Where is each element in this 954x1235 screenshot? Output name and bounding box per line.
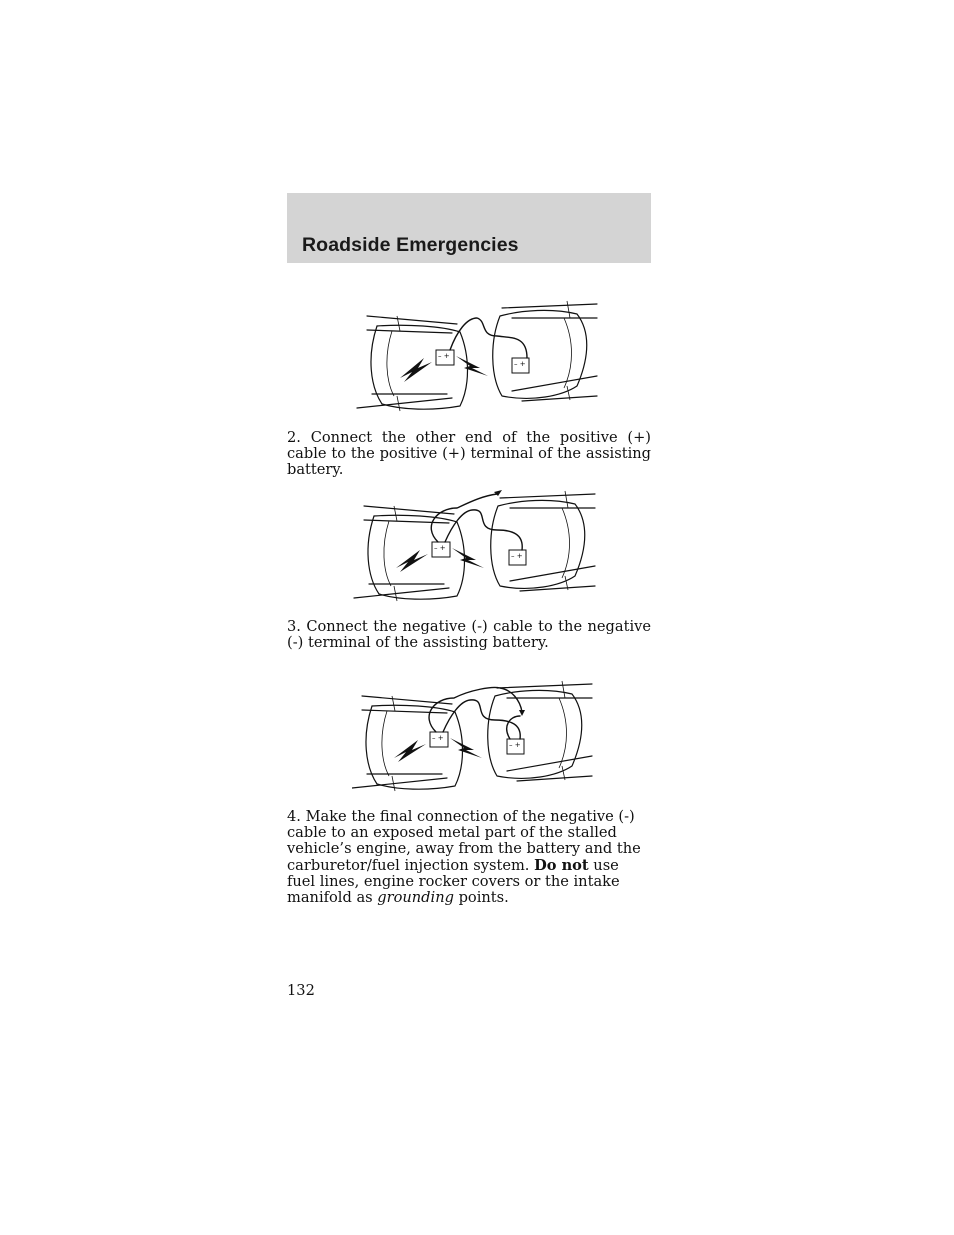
- assisting-battery-terminals: – +: [509, 741, 521, 749]
- assisting-vehicle: [488, 681, 592, 781]
- jump-start-diagram-step-2: [352, 486, 602, 606]
- step-4-text-end: points.: [453, 889, 509, 907]
- instruction-step-4: [287, 809, 651, 906]
- section-header-band: [287, 193, 651, 263]
- step-4-italic-term: grounding: [377, 889, 454, 907]
- jump-start-diagram-step-3: [352, 676, 602, 796]
- spark-bolt-icon-left: [400, 358, 432, 382]
- assisting-battery-terminals: – +: [511, 552, 523, 560]
- negative-cable: [429, 687, 522, 732]
- stalled-battery-terminals: – +: [438, 352, 450, 360]
- stalled-battery-terminals: – +: [432, 734, 444, 742]
- assisting-vehicle: [493, 301, 597, 401]
- spark-bolt-icon-right: [456, 356, 488, 376]
- section-title: Roadside Emergencies: [302, 234, 519, 256]
- positive-cable: [445, 510, 522, 550]
- instruction-step-2: 2. Connect the other end of the positive (+) cable to the positive (+) terminal of the assisting battery.: [287, 429, 651, 479]
- jump-start-diagram-1-svg: [352, 296, 602, 416]
- step-4-warning-bold: Do not: [534, 856, 589, 874]
- assisting-battery-terminals: – +: [514, 360, 526, 368]
- stalled-battery-terminals: – +: [434, 544, 446, 552]
- spark-bolt-icon-right: [450, 738, 482, 758]
- spark-bolt-icon-left: [396, 550, 428, 572]
- cable-clamp-end: [519, 710, 525, 716]
- jump-start-diagram-3-svg: [352, 676, 602, 796]
- spark-bolt-icon-right: [452, 548, 484, 568]
- spark-bolt-icon-left: [394, 740, 426, 762]
- assisting-vehicle: [491, 491, 595, 591]
- jump-start-diagram-step-1: [352, 296, 602, 416]
- positive-cable: [450, 318, 527, 358]
- positive-cable: [443, 700, 520, 739]
- step-4-text-middle: use fuel lines, engine rocker covers or the intake manifold as: [287, 856, 620, 907]
- instruction-step-3: 3. Connect the negative (-) cable to the negative (-) terminal of the assisting battery.: [287, 618, 651, 652]
- cable-clamp-end: [494, 490, 502, 496]
- page-number: 132: [287, 982, 315, 999]
- step-4-text-start: 4. Make the final connection of the negative (-) cable to an exposed metal part of the stalled vehicle’s engine, away from the battery and the carburetor/fuel injection system.: [287, 808, 641, 874]
- jump-start-diagram-2-svg: [352, 486, 602, 606]
